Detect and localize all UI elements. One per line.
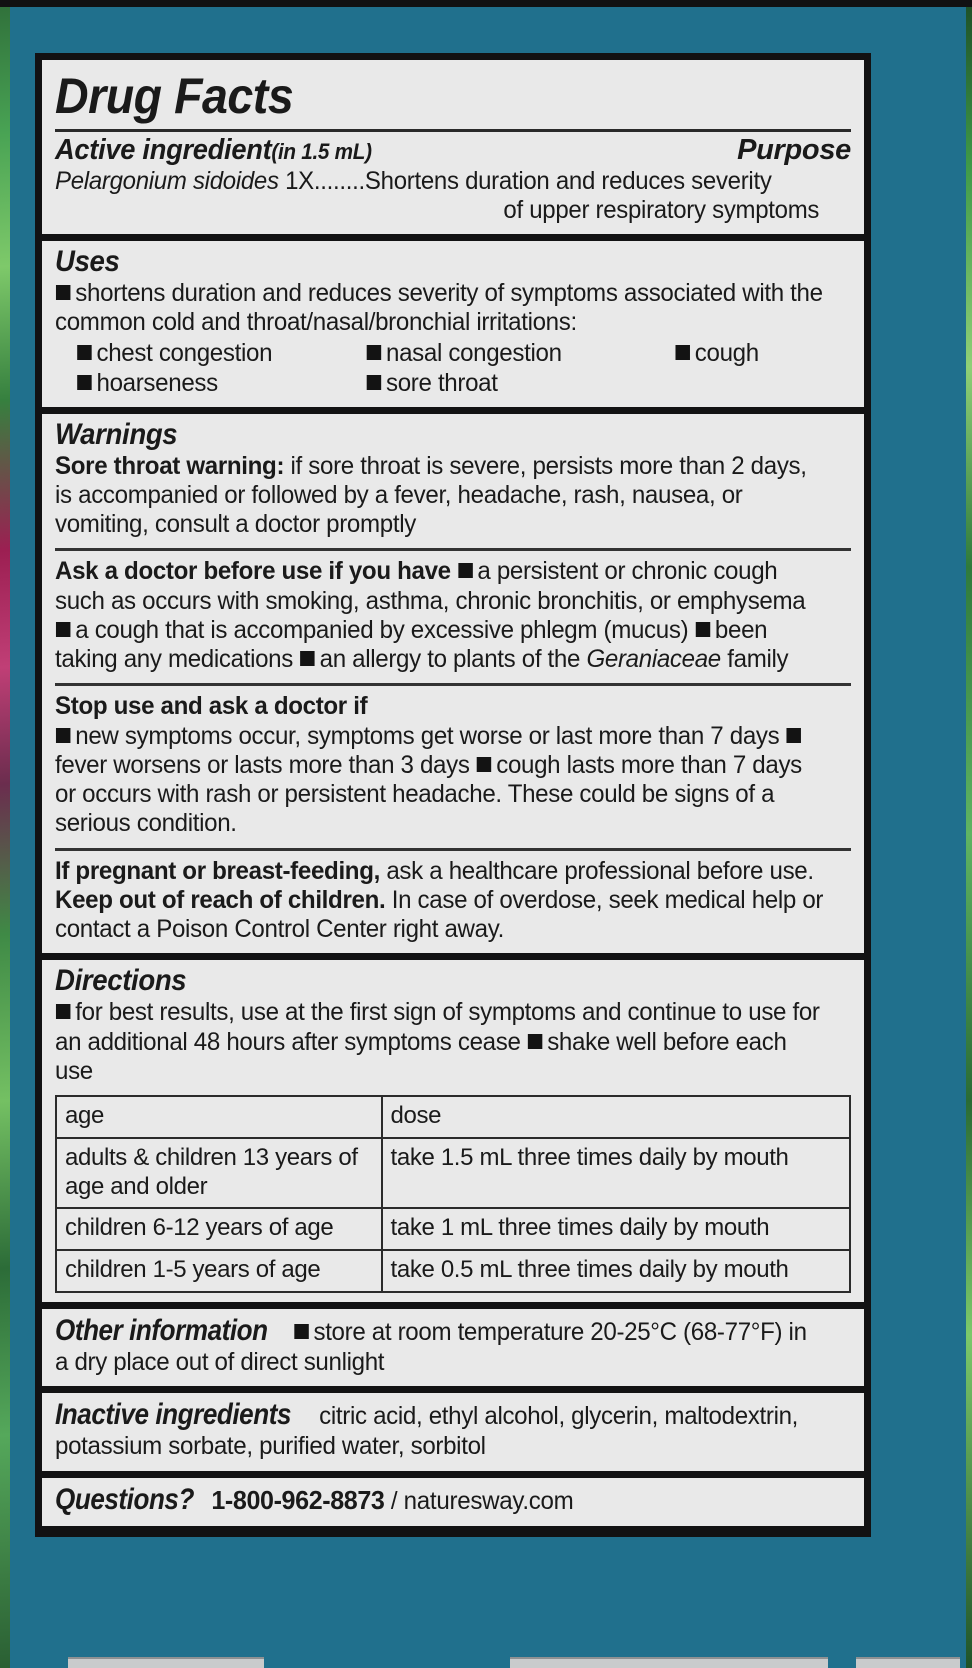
ingredient-strength: 1X	[285, 167, 314, 195]
table-row	[56, 1208, 850, 1250]
ask-doctor-item: an allergy to plants of the	[319, 645, 581, 673]
section-directions	[42, 960, 864, 1302]
questions-heading: Questions?	[55, 1482, 194, 1516]
bullet-square-icon	[367, 345, 381, 360]
ask-doctor-item: a persistent or chronic cough such as occurs with smoking, asthma, chronic bronchitis, or emphysema	[55, 557, 806, 615]
active-ingredient-header-row	[55, 134, 851, 167]
table-header-age: age	[56, 1096, 382, 1138]
divider	[55, 848, 851, 851]
purpose-heading: Purpose	[737, 134, 851, 166]
bullet-square-icon	[56, 622, 70, 637]
bullet-square-icon	[477, 757, 491, 772]
sore-throat-warning	[55, 452, 823, 540]
purpose-text-line2: of upper respiratory symptoms	[503, 196, 820, 224]
uses-item: nasal congestion	[366, 338, 675, 368]
directions-text	[55, 998, 823, 1086]
table-cell-dose: take 0.5 mL three times daily by mouth	[382, 1250, 850, 1292]
stop-use-item: new symptoms occur, symptoms get worse or last more than 7 days	[75, 721, 780, 750]
section-other-information	[42, 1309, 864, 1386]
questions-line	[55, 1482, 823, 1517]
inactive-ingredients-heading: Inactive ingredients	[55, 1398, 292, 1432]
drug-facts-title: Drug Facts	[55, 68, 294, 124]
inactive-ingredients-text: citric acid, ethyl alcohol, glycerin, maltodextrin, potassium sorbate, purified water, sorbitol	[55, 1402, 799, 1461]
other-information-heading: Other information	[55, 1313, 268, 1347]
carton-flap	[510, 1657, 828, 1668]
bullet-square-icon	[787, 728, 801, 743]
bullet-square-icon	[528, 1034, 542, 1049]
ask-doctor-item: a cough that is accompanied by excessive phlegm (mucus)	[75, 615, 689, 644]
questions-separator: /	[390, 1486, 398, 1515]
bullet-square-icon	[367, 375, 381, 390]
directions-item: for best results, use at the first sign of symptoms and continue to use for an additional 48 hours after symptoms cease	[55, 998, 820, 1056]
sore-throat-warning-text: if sore throat is severe, persists more than 2 days, is accompanied or followed by a fever, headache, rash, nausea, or vomiting, consult a doctor promptly	[55, 451, 807, 538]
carton-bottom-flaps	[10, 1654, 966, 1668]
table-cell-dose: take 1 mL three times daily by mouth	[382, 1208, 850, 1250]
table-header-dose: dose	[382, 1096, 850, 1138]
active-ingredient-line	[55, 167, 819, 196]
bullet-square-icon	[696, 622, 710, 637]
pregnancy-warning: If pregnant or breast-feeding, ask a healthcare professional before use. Keep out of reach of children. In case of overdose, seek medical help or contact a Poison Control Center right away.	[55, 856, 824, 943]
carton-flap	[68, 1657, 264, 1668]
uses-lead-text	[55, 279, 823, 338]
package-top-edge	[0, 0, 972, 7]
stop-use-item: cough lasts more than 7 days or occurs with rash or persistent headache. These could be signs of a serious condition.	[55, 750, 802, 838]
ask-doctor-item: been taking any medications	[55, 615, 768, 673]
uses-item-empty	[675, 368, 824, 398]
table-cell-age: children 6-12 years of age	[56, 1208, 382, 1250]
uses-symptom-grid	[55, 338, 823, 398]
bullet-square-icon	[77, 345, 91, 360]
ask-doctor-label: Ask a doctor before use if you have	[55, 557, 451, 586]
bullet-square-icon	[294, 1324, 308, 1339]
questions-website[interactable]: naturesway.com	[403, 1486, 574, 1515]
dosage-table	[55, 1095, 851, 1293]
table-cell-dose: take 1.5 mL three times daily by mouth	[382, 1138, 850, 1209]
bullet-square-icon	[56, 728, 70, 743]
uses-lead-label: shortens duration and reduces severity of symptoms associated with the common cold and throat/nasal/bronchial irritations:	[55, 279, 823, 337]
keep-out-of-reach-label: Keep out of reach of children.	[55, 885, 386, 914]
geraniaceae-family-name: Geraniaceae	[586, 645, 721, 673]
drug-facts-panel	[35, 53, 871, 1537]
sore-throat-warning-label: Sore throat warning:	[55, 451, 285, 480]
other-information-text: store at room temperature 20-25°C (68-77°F) in a dry place out of direct sunlight	[55, 1317, 807, 1377]
warnings-heading: Warnings	[55, 417, 178, 451]
uses-item: cough	[675, 338, 824, 368]
table-header-row	[56, 1096, 850, 1138]
uses-item: chest congestion	[76, 338, 366, 368]
bullet-square-icon	[458, 563, 472, 578]
section-questions	[42, 1478, 864, 1526]
bullet-square-icon	[56, 285, 70, 300]
uses-heading: Uses	[55, 245, 120, 278]
divider	[55, 548, 851, 551]
purpose-text-line1: Shortens duration and reduces severity	[364, 167, 772, 195]
other-information-line	[55, 1313, 823, 1377]
bullet-square-icon	[56, 1004, 70, 1019]
ask-doctor-warning: Ask a doctor before use if you have a persistent or chronic cough such as occurs with smoking, asthma, chronic bronchitis, or emphysema a cough that is accompanied by excessive phlegm (mucus) been taking any medications an allergy to plants of the Geraniaceae family	[55, 557, 806, 673]
stop-use-items	[55, 722, 823, 839]
section-warnings	[42, 414, 864, 954]
divider	[55, 129, 851, 132]
carton-flap	[856, 1657, 960, 1668]
ingredient-name: Pelargonium sidoides	[55, 167, 279, 195]
section-inactive-ingredients	[42, 1393, 864, 1470]
table-row	[56, 1138, 850, 1209]
divider	[55, 683, 851, 686]
table-row	[56, 1250, 850, 1292]
active-ingredient-heading: Active ingredient(in 1.5 mL)	[55, 134, 372, 166]
active-ingredient-dose-note: (in 1.5 mL)	[271, 139, 372, 164]
stop-use-heading: Stop use and ask a doctor if	[55, 692, 368, 721]
bullet-square-icon	[300, 651, 314, 666]
uses-item: hoarseness	[76, 368, 366, 398]
section-uses	[42, 241, 864, 407]
directions-item: shake well before each use	[55, 1027, 787, 1085]
table-cell-age: adults & children 13 years of age and older	[56, 1138, 382, 1209]
table-cell-age: children 1-5 years of age	[56, 1250, 382, 1292]
stop-use-item: fever worsens or lasts more than 3 days	[55, 750, 470, 779]
pregnancy-label: If pregnant or breast-feeding,	[55, 856, 380, 885]
directions-heading: Directions	[55, 964, 187, 998]
leader-dots: ........	[313, 167, 365, 195]
bullet-square-icon	[77, 375, 91, 390]
section-active-ingredient	[42, 60, 864, 234]
questions-phone-number[interactable]: 1-800-962-8873	[211, 1484, 385, 1515]
inactive-ingredients-line	[55, 1397, 823, 1461]
uses-item: sore throat	[366, 368, 675, 398]
bullet-square-icon	[675, 345, 689, 360]
